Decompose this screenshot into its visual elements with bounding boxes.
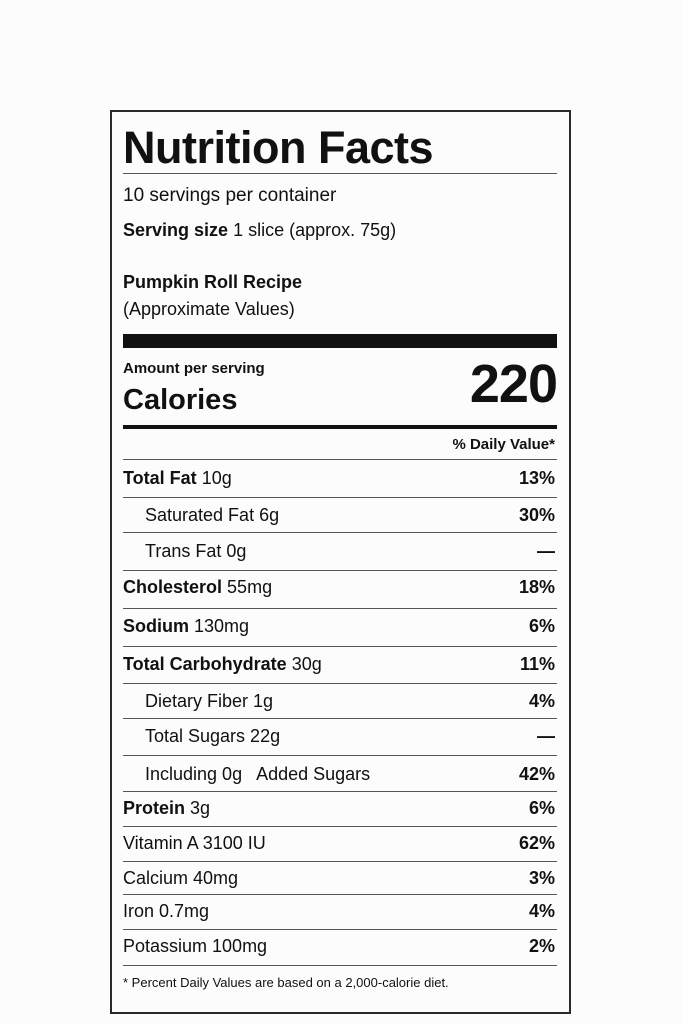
divider	[123, 459, 557, 460]
nutrient-daily-value: 13%	[518, 468, 555, 488]
divider	[123, 755, 557, 756]
nutrient-name	[123, 899, 209, 923]
nutrient-name	[123, 724, 280, 748]
nutrient-amount: Calcium 40mg	[123, 868, 239, 888]
nutrient-row	[123, 614, 557, 638]
medium-divider	[123, 425, 557, 429]
nutrient-amount: Total Sugars 22g	[145, 726, 281, 746]
nutrient-amount: 30g	[291, 654, 322, 674]
divider	[123, 646, 557, 647]
divider	[123, 570, 557, 571]
nutrient-bold-name: Sodium	[123, 616, 189, 636]
nutrient-row	[123, 503, 557, 527]
amount-per-serving: Amount per serving	[123, 360, 265, 377]
divider	[123, 173, 557, 174]
nutrient-amount: 130mg	[194, 616, 250, 636]
nutrient-amount: Trans Fat 0g	[145, 541, 247, 561]
nutrient-daily-value: 2%	[528, 936, 555, 956]
nutrient-daily-value: 62%	[518, 833, 555, 853]
nutrient-row	[123, 866, 557, 890]
nutrient-amount: Including 0g Added Sugars	[145, 764, 371, 784]
divider	[123, 718, 557, 719]
servings-per-container: 10 servings per container	[123, 185, 337, 206]
footnote: * Percent Daily Values are based on a 2,000-calorie diet.	[123, 975, 449, 990]
nutrient-name	[123, 796, 210, 820]
divider	[123, 965, 557, 966]
nutrient-daily-value: 6%	[528, 798, 555, 818]
recipe-name: Pumpkin Roll Recipe	[123, 272, 303, 292]
recipe-note: (Approximate Values)	[123, 299, 295, 319]
nutrient-name	[123, 762, 370, 786]
nutrient-row	[123, 796, 557, 820]
nutrient-bold-name: Protein	[123, 798, 186, 818]
nutrient-amount: 3g	[190, 798, 211, 818]
nutrient-row	[123, 466, 557, 490]
nutrient-name	[123, 503, 279, 527]
nutrient-daily-value: 42%	[518, 764, 555, 784]
thick-divider	[123, 334, 557, 348]
nutrient-name	[123, 934, 267, 958]
nutrient-daily-value: 4%	[528, 691, 555, 711]
nutrient-name	[123, 575, 272, 599]
label-content	[123, 112, 557, 1012]
nutrient-name	[123, 466, 232, 490]
divider	[123, 929, 557, 930]
nutrient-row	[123, 539, 557, 563]
nutrition-facts-label	[110, 110, 571, 1014]
nutrient-daily-value: 11%	[519, 654, 555, 674]
label-title: Nutrition Facts	[123, 122, 434, 173]
divider	[123, 683, 557, 684]
nutrient-amount: Dietary Fiber 1g	[145, 691, 274, 711]
nutrient-row	[123, 652, 557, 676]
divider	[123, 497, 557, 498]
nutrient-bold-name: Total Fat	[123, 468, 197, 488]
divider	[123, 791, 557, 792]
nutrient-name	[123, 539, 246, 563]
serving-size	[123, 218, 557, 242]
nutrient-name	[123, 689, 273, 713]
nutrient-row	[123, 934, 557, 958]
divider	[123, 608, 557, 609]
nutrient-row	[123, 724, 557, 748]
nutrient-name	[123, 614, 249, 638]
divider	[123, 826, 557, 827]
nutrient-amount: Iron 0.7mg	[123, 901, 210, 921]
divider	[123, 861, 557, 862]
daily-value-header: % Daily Value*	[452, 436, 555, 453]
nutrient-bold-name: Cholesterol	[123, 577, 223, 597]
nutrient-name	[123, 652, 322, 676]
nutrient-daily-value: 6%	[528, 616, 555, 636]
nutrient-row	[123, 762, 557, 786]
nutrient-daily-value: 3%	[528, 868, 555, 888]
calories-label: Calories	[123, 384, 238, 416]
nutrient-amount: Vitamin A 3100 IU	[123, 833, 266, 853]
nutrient-row	[123, 575, 557, 599]
nutrient-amount: 10g	[201, 468, 232, 488]
serving-size-value: 1 slice (approx. 75g)	[233, 220, 397, 240]
nutrient-name	[123, 831, 266, 855]
nutrient-name	[123, 866, 238, 890]
nutrient-amount: Potassium 100mg	[123, 936, 268, 956]
nutrient-row	[123, 899, 557, 923]
calories-value: 220	[469, 354, 557, 414]
divider	[123, 532, 557, 533]
nutrient-row	[123, 831, 557, 855]
serving-size-label: Serving size	[123, 220, 229, 240]
nutrient-daily-value: 4%	[528, 901, 555, 921]
nutrient-daily-value: —	[537, 541, 555, 561]
nutrient-daily-value: 30%	[518, 505, 555, 525]
nutrient-daily-value: —	[537, 726, 555, 746]
divider	[123, 894, 557, 895]
nutrient-daily-value: 18%	[518, 577, 555, 597]
nutrient-bold-name: Total Carbohydrate	[123, 654, 287, 674]
nutrient-amount: Saturated Fat 6g	[145, 505, 280, 525]
nutrient-amount: 55mg	[227, 577, 273, 597]
nutrient-row	[123, 689, 557, 713]
